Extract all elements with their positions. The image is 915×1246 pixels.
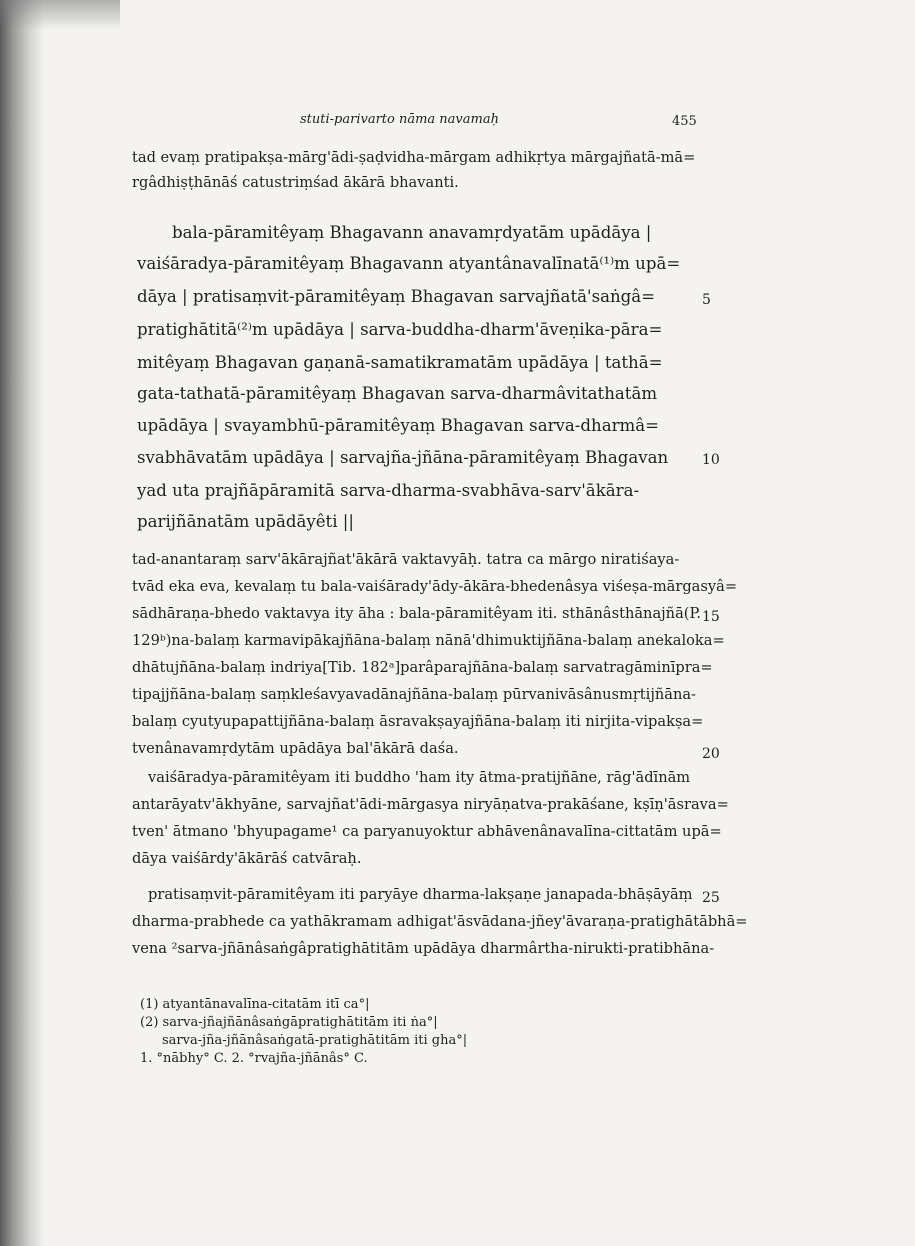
intro-line: tad evaṃ pratipakṣa-mārg'ādi-ṣaḍvidha-mārgam adhikṛtya mārgajñatā-mā= [132,149,696,166]
commentary-line: dharma-prabhede ca yathākramam adhigat'āsvādana-jñey'āvaraṇa-pratighātābhā= [132,913,748,930]
commentary-line: antarāyatv'ākhyāne, sarvajñat'ādi-mārgasya niryāṇatva-prakāśane, kṣīṇ'āsrava= [132,796,729,813]
verse-line: vaiśāradya-pāramitêyaṃ Bhagavann atyantânavalīnatā⁽¹⁾m upā= [137,254,681,273]
verse-line: upādāya | svayambhū-pāramitêyaṃ Bhagavan sarva-dharmâ= [137,416,660,435]
footnote: 1. °nābhy° C. 2. °rvajña-jñānâs° C. [140,1051,368,1066]
commentary-line: 129ᵇ)na-balaṃ karmavipākajñāna-balaṃ nānā'dhimuktijñāna-balaṃ anekaloka= [132,632,725,649]
verse-line: dāya | pratisaṃvit-pāramitêyaṃ Bhagavan sarvajñatā'saṅgâ= [137,287,656,306]
margin-line-number: 10 [702,452,720,468]
margin-line-number: 25 [702,890,720,906]
verse-line: yad uta prajñāpāramitā sarva-dharma-svabhāva-sarv'ākāra- [137,481,640,500]
commentary-line: tipajjñāna-balaṃ saṃkleśavyavadānajñāna-balaṃ pūrvanivāsânusmṛtijñāna- [132,686,696,703]
commentary-line: sādhāraṇa-bhedo vaktavya ity āha : bala-pāramitêyam iti. sthānâsthānajñā(P. [132,605,701,622]
margin-line-number: 5 [702,292,711,308]
commentary-line: tad-anantaraṃ sarv'ākārajñat'ākārā vaktavyāḥ. tatra ca mārgo niratiśaya- [132,551,680,568]
commentary-line: dāya vaiśārdy'ākārāś catvāraḥ. [132,850,362,867]
commentary-line: balaṃ cyutyupapattijñāna-balaṃ āsravakṣayajñāna-balaṃ iti nirjita-vipakṣa= [132,713,704,730]
commentary-line: vaiśāradya-pāramitêyam iti buddho 'ham ity ātma-pratijñāne, rāg'ādīnām [148,769,691,786]
footnote: sarva-jña-jñānâsaṅgatā-pratighātitām iti gha°| [162,1033,468,1048]
commentary-line: vena ²sarva-jñānâsaṅgâpratighātitām upādāya dharmârtha-nirukti-pratibhāna- [132,940,715,957]
commentary-line: tvād eka eva, kevalaṃ tu bala-vaiśārady'ādy-ākāra-bhedenâsya viśeṣa-mārgasyâ= [132,578,738,595]
intro-line: rgâdhiṣṭhānāś catustriṃśad ākārā bhavanti. [132,174,459,191]
verse-line: parijñānatām upādāyêti || [137,512,354,531]
margin-line-number: 15 [702,609,720,625]
verse-line: gata-tathatā-pāramitêyaṃ Bhagavan sarva-dharmâvitathatām [137,384,658,403]
commentary-line: dhātujñāna-balaṃ indriya[Tib. 182ᵃ]parâparajñāna-balaṃ sarvatragāminīpra= [132,659,713,676]
verse-line: pratighātitā⁽²⁾m upādāya | sarva-buddha-dharm'āveṇika-pāra= [137,320,663,339]
page-number: 455 [672,114,697,129]
verse-line: mitêyaṃ Bhagavan gaṇanā-samatikramatām upādāya | tathā= [137,353,663,372]
commentary-line: pratisaṃvit-pāramitêyam iti paryāye dharma-lakṣaṇe janapada-bhāṣāyāṃ [148,886,693,903]
footnote: (2) sarva-jñajñānâsaṅgāpratighātitām iti ṅa°| [140,1015,438,1030]
margin-line-number: 20 [702,746,720,762]
running-title: stuti-parivarto nāma navamaḥ [300,112,499,127]
verse-line: svabhāvatām upādāya | sarvajña-jñāna-pāramitêyaṃ Bhagavan [137,448,669,467]
verse-line: bala-pāramitêyaṃ Bhagavann anavamṛdyatām upādāya | [172,223,652,242]
commentary-line: tvenânavamṛdytām upādāya bal'ākārā daśa. [132,740,459,757]
commentary-line: tven' ātmano 'bhyupagame¹ ca paryanuyoktur abhāvenânavalīna-cittatām upā= [132,823,722,840]
footnote: (1) atyantānavalīna-citatām itī ca°| [140,997,370,1012]
